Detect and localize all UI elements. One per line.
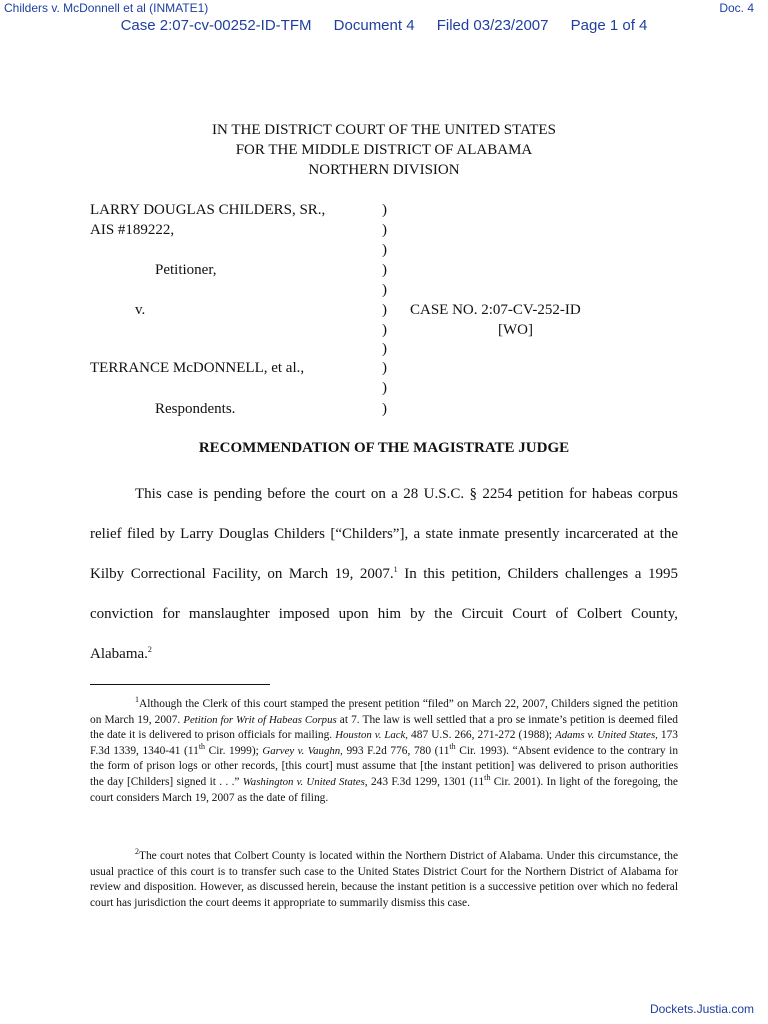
caption-paren: ) <box>382 222 387 238</box>
caption-paren: ) <box>382 302 387 318</box>
caption-paren: ) <box>382 262 387 278</box>
footnote-text: at 7. The law is well settled that a pro se inmate’s petition is deemed filed the date it is delivered to prison officials for mailing. <box>90 713 678 742</box>
court-heading-line-3: NORTHERN DIVISION <box>308 162 460 178</box>
court-heading-line-1: IN THE DISTRICT COURT OF THE UNITED STATES <box>212 122 556 138</box>
footnote-divider <box>90 684 270 685</box>
footnote-ref-1: 1 <box>393 565 398 574</box>
footnote-mark: 2 <box>135 847 139 857</box>
court-heading-line-2: FOR THE MIDDLE DISTRICT OF ALABAMA <box>235 142 533 158</box>
body-text-span: In this petition, Childers challenges a 1995 conviction for manslaughter imposed upon him by the Circuit Court of Colbert County, Alabama. <box>90 566 678 662</box>
caption-paren: ) <box>382 380 387 396</box>
caption-paren: ) <box>382 401 387 417</box>
justia-footer-link[interactable]: Dockets.Justia.com <box>649 1002 754 1016</box>
footnote-text: 173 F.3d 1339, 1340-41 (11 <box>90 729 679 757</box>
case-header-line <box>0 17 768 34</box>
caption-paren: ) <box>382 341 387 357</box>
citation-italic: Washington v. United States <box>242 775 365 788</box>
document-number-link[interactable]: Doc. 4 <box>719 1 754 15</box>
body-text-span: This case is pending before the court on a 28 U.S.C. § 2254 petition for habeas corpus relief filed by Larry Douglas Childers [“Childers”], a state inmate presently incarcerated at the Kilby Correctional Facility, on March 19, 2007. <box>90 486 678 582</box>
petitioner-label: Petitioner, <box>155 262 217 278</box>
citation-italic: Petition for Writ of Habeas Corpus <box>183 713 337 726</box>
footnote-text: Although the Clerk of this court stamped the present petition “filed” on March 22, 2007, Childers signed the petition on March 19, 2007. <box>90 698 678 726</box>
recommendation-title: RECOMMENDATION OF THE MAGISTRATE JUDGE <box>198 440 570 456</box>
versus-label: v. <box>135 302 146 318</box>
body-paragraph <box>90 474 678 674</box>
footnote-ref-2: 2 <box>147 645 152 654</box>
petitioner-ais: AIS #189222, <box>90 222 175 238</box>
caption-paren: ) <box>382 360 387 376</box>
ordinal-suffix: th <box>449 741 456 751</box>
footnote-text: Cir. 1993). “Absent evidence to the contrary in the form of prison logs or other records, [this court] must assume that [the instant petition] was delivered to prison authorities the day [Childers] signed it . . .” <box>90 744 679 788</box>
document-title-link[interactable]: Childers v. McDonnell et al (INMATE1) <box>4 1 209 15</box>
footnote-text: 993 F.2d 776, 780 (11 <box>342 744 450 757</box>
ordinal-suffix: th <box>484 773 491 783</box>
citation-italic: Garvey v. Vaughn, <box>262 744 343 757</box>
caption-paren: ) <box>382 202 387 218</box>
footnote-text: Cir. 1999); <box>205 744 263 757</box>
footnote-text: 487 U.S. 266, 271-272 (1988); <box>408 729 556 742</box>
case-number: Case 2:07-cv-00252-ID-TFM <box>120 17 312 34</box>
respondent-label: Respondents. <box>155 401 236 417</box>
footnote-text: The court notes that Colbert County is located within the Northern District of Alabama. Under this circumstance, the usual practice of this court is to transfer such case to the United States District Court for the Northern District of Alabama for review and disposition. However, as discussed herein, because the instant petition is a successive petition over which no federal court has jurisdiction the court deems it appropriate to summarily dismiss this case. <box>90 850 678 909</box>
caption-paren: ) <box>382 242 387 258</box>
caption-paren: ) <box>382 282 387 298</box>
body-text <box>90 474 678 674</box>
caption-paren: ) <box>382 322 387 338</box>
filed-date: Filed 03/23/2007 <box>436 17 549 34</box>
page-indicator: Page 1 of 4 <box>570 17 648 34</box>
footnote-2 <box>90 849 678 911</box>
citation-italic: Adams v. United States, <box>555 729 658 742</box>
footnote-mark: 1 <box>135 695 139 705</box>
respondent-name: TERRANCE McDONNELL, et al., <box>90 360 305 376</box>
case-number-caption: CASE NO. 2:07-CV-252-ID <box>410 302 581 318</box>
ordinal-suffix: th <box>198 741 206 751</box>
footnote-1 <box>90 697 678 806</box>
footnote-text: Cir. 2001). In light of the foregoing, the court considers March 19, 2007 as the date of filing. <box>90 775 678 804</box>
wo-label: [WO] <box>498 322 533 338</box>
petitioner-name: LARRY DOUGLAS CHILDERS, SR., <box>90 202 326 218</box>
footnote-text: , 243 F.3d 1299, 1301 (11 <box>364 775 485 788</box>
document-label: Document 4 <box>333 17 415 34</box>
citation-italic: Houston v. Lack, <box>335 729 408 742</box>
